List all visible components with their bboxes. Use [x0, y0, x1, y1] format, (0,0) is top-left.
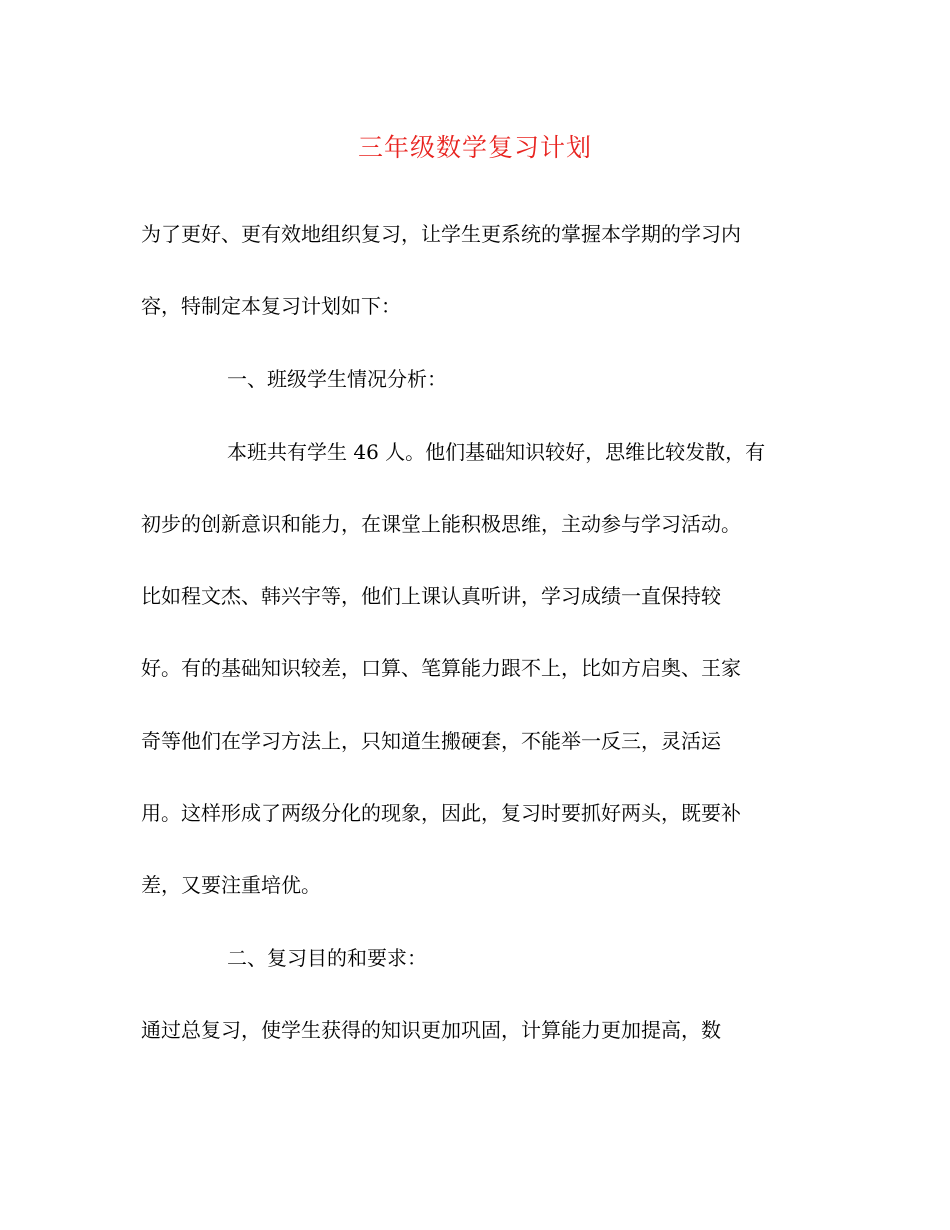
- paragraph-line: 通过总复习，使学生获得的知识更加巩固，计算能力更加提高，数: [141, 1018, 721, 1042]
- paragraph-line: 用。这样形成了两级分化的现象，因此，复习时要抓好两头，既要补: [141, 801, 741, 825]
- paragraph-line: 好。有的基础知识较差，口算、笔算能力跟不上，比如方启奥、王家: [141, 656, 741, 680]
- paragraph-line: 比如程文杰、韩兴宇等，他们上课认真听讲，学习成绩一直保持较: [141, 584, 721, 608]
- paragraph-line: 初步的创新意识和能力，在课堂上能积极思维，主动参与学习活动。: [141, 512, 741, 536]
- section-heading: 一、班级学生情况分析：: [227, 367, 447, 391]
- paragraph-line: 为了更好、更有效地组织复习，让学生更系统的掌握本学期的学习内: [141, 222, 741, 246]
- paragraph-line: 奇等他们在学习方法上，只知道生搬硬套，不能举一反三，灵活运: [141, 729, 721, 753]
- paragraph-line: 本班共有学生 46 人。他们基础知识较好，思维比较发散，有: [227, 440, 766, 464]
- document-title: 三年级数学复习计划: [357, 133, 592, 162]
- paragraph-line: 差，又要注重培优。: [141, 873, 321, 897]
- paragraph-line: 容，特制定本复习计划如下：: [141, 294, 401, 318]
- section-heading: 二、复习目的和要求：: [227, 946, 427, 970]
